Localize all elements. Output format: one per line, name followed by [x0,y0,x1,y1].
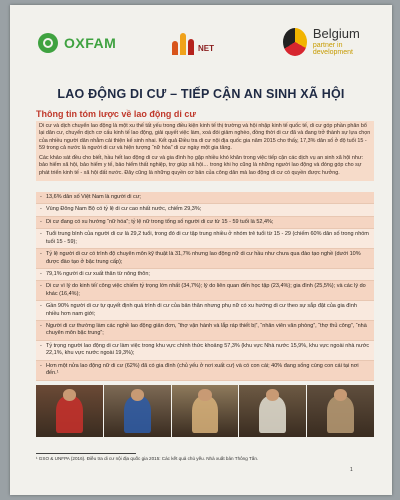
inet-mark-icon [170,29,196,55]
photo-figure-head [334,389,347,400]
photo-figure [192,396,219,432]
photo-workers-group [36,385,103,437]
fact-item: - Gần 90% người di cư tự quyết định quá trình di cư của bản thân nhưng phụ nữ có xu hướng di cư theo sự sắp đặt của gia đình nhiều hơn nam giới; [36,301,374,321]
intro-box [36,121,374,181]
photo-figure [327,396,354,432]
fact-item: - Hơn một nửa lao động nữ di cư (62%) đã có gia đình (chủ yếu ở nơi xuất cư) và có con cái; 40% đang sống cùng con cái tại nơi đến.¹ [36,361,374,381]
fact-item: - Tỷ trọng người lao động di cư làm việc trong khu vực chính thức khoảng 57,3% (khu vực Nhà nước 15,9%, khu vực ngoài nhà nước 22,1%, khu vực nước ngoài 19,3%); [36,341,374,361]
fact-list [36,192,374,381]
document-page [10,5,392,495]
inet-logo [170,29,214,55]
logo-bar [38,27,374,67]
photo-figure [259,396,286,432]
photo-figure-head [266,389,279,400]
inet-wordmark: NET [198,44,214,53]
section-title: Thông tin tóm lược về lao động di cư [36,109,196,119]
photo-strip [36,385,374,437]
photo-figure-head [131,389,144,400]
photo-figure [124,396,151,432]
fact-item: - Người di cư thường làm các nghề lao động giản đơn, “thợ vận hành và lắp ráp thiết bị”, “nhân viên văn phòng”, “thợ thủ công”, “nhà chuyên môn bậc trung”; [36,321,374,341]
belgium-logo [283,27,374,56]
fact-item: - Tỷ lệ người di cư có trình độ chuyên môn kỹ thuật là 31,7% nhưng lao động nữ di cư hầu như chưa qua đào tạo nghề (dưới 10% được đào tạo ở bậc trung cấp); [36,249,374,269]
photo-figure-head [198,389,211,400]
photo-food-stall [239,385,306,437]
belgium-subtitle: partner in development [312,42,353,56]
fact-item: - Vùng Đông Nam Bộ có tỷ lệ di cư cao nhất nước, chiếm 29,3%; [36,204,374,216]
photo-child-street [307,385,374,437]
fact-item: - Di cư đang có xu hướng “nữ hóa”; tỷ lệ nữ trong tổng số người di cư từ 15 - 59 tuổi là 52,4%; [36,217,374,229]
page-number: 1 [350,467,353,473]
footnote-divider [36,453,136,454]
page-title: LAO ĐỘNG DI CƯ – TIẾP CẬN AN SINH XÃ HỘI [57,87,345,101]
footnote: ¹ GSO & UNFPA (2016). Điều tra di cư nội địa quốc gia 2015: Các kết quả chủ yếu. Nhà xuất bản Thông Tấn. [36,456,259,461]
fact-item: - Di cư vì lý do kinh tế/ công việc chiếm tỷ trọng lớn nhất (34,7%); lý do liên quan đến học tập (23,4%); gia đình (25,5%); và các lý do khác (16,4%); [36,281,374,301]
intro-paragraph: Di cư và dịch chuyển lao động là một xu thế tất yếu trong điều kiện kinh tế thị trường và hội nhập kinh tế quốc tế, di cư góp phần phân bổ lại dân cư, chuyển dịch cơ cấu kinh tế lao động, giải quyết việc làm, xoá đói giảm nghèo, đồng thời di cư đã và đang trở thành sự lựa chọn của nhiều người dân nhằm cải thiện kế sinh nhai. Kết quả Điều tra di cư nội địa quốc gia năm 2015 cho thấy, 17,3% dân số ở độ tuổi 15 - 59 trong cả nước là người di cư và hiện tượng “nữ hóa” di cư ngày một gia tăng. [39,123,371,152]
oxfam-logo [38,33,116,53]
fact-item: - 79,1% người di cư xuất thân từ nông thôn; [36,269,374,281]
belgium-emblem-icon [283,28,307,56]
photo-figure-head [63,389,76,400]
oxfam-wordmark: OXFAM [64,35,117,51]
fact-item: - 13,6% dân số Việt Nam là người di cư; [36,192,374,204]
photo-man-blue-shirt [104,385,171,437]
intro-paragraph: Các khảo sát đều cho biết, hầu hết lao động di cư và gia đình họ gặp nhiều khó khăn trong việc tiếp cận các dịch vụ an sinh xã hội như: bảo hiểm xã hội, bảo hiểm y tế, bảo hiểm thất nghiệp, trợ giúp xã hội… trong khi họ cũng là những người lao động và đóng góp cho sự phát triển kinh tế - xã hội đất nước. Đây cũng là những quyền cơ bản của công dân mà lao động di cư có quyền được hưởng. [39,154,363,176]
photo-figure [56,396,83,432]
fact-item: - Tuổi trung bình của người di cư là 29,2 tuổi, trong đó di cư tập trung nhiều ở nhóm trẻ tuổi từ 15 - 29 (chiếm 60% dân số trong nhóm tuổi 15 - 59); [36,229,374,249]
photo-market-vendor [172,385,239,437]
belgium-title: Belgium [312,26,360,41]
oxfam-circle-icon [38,33,58,53]
